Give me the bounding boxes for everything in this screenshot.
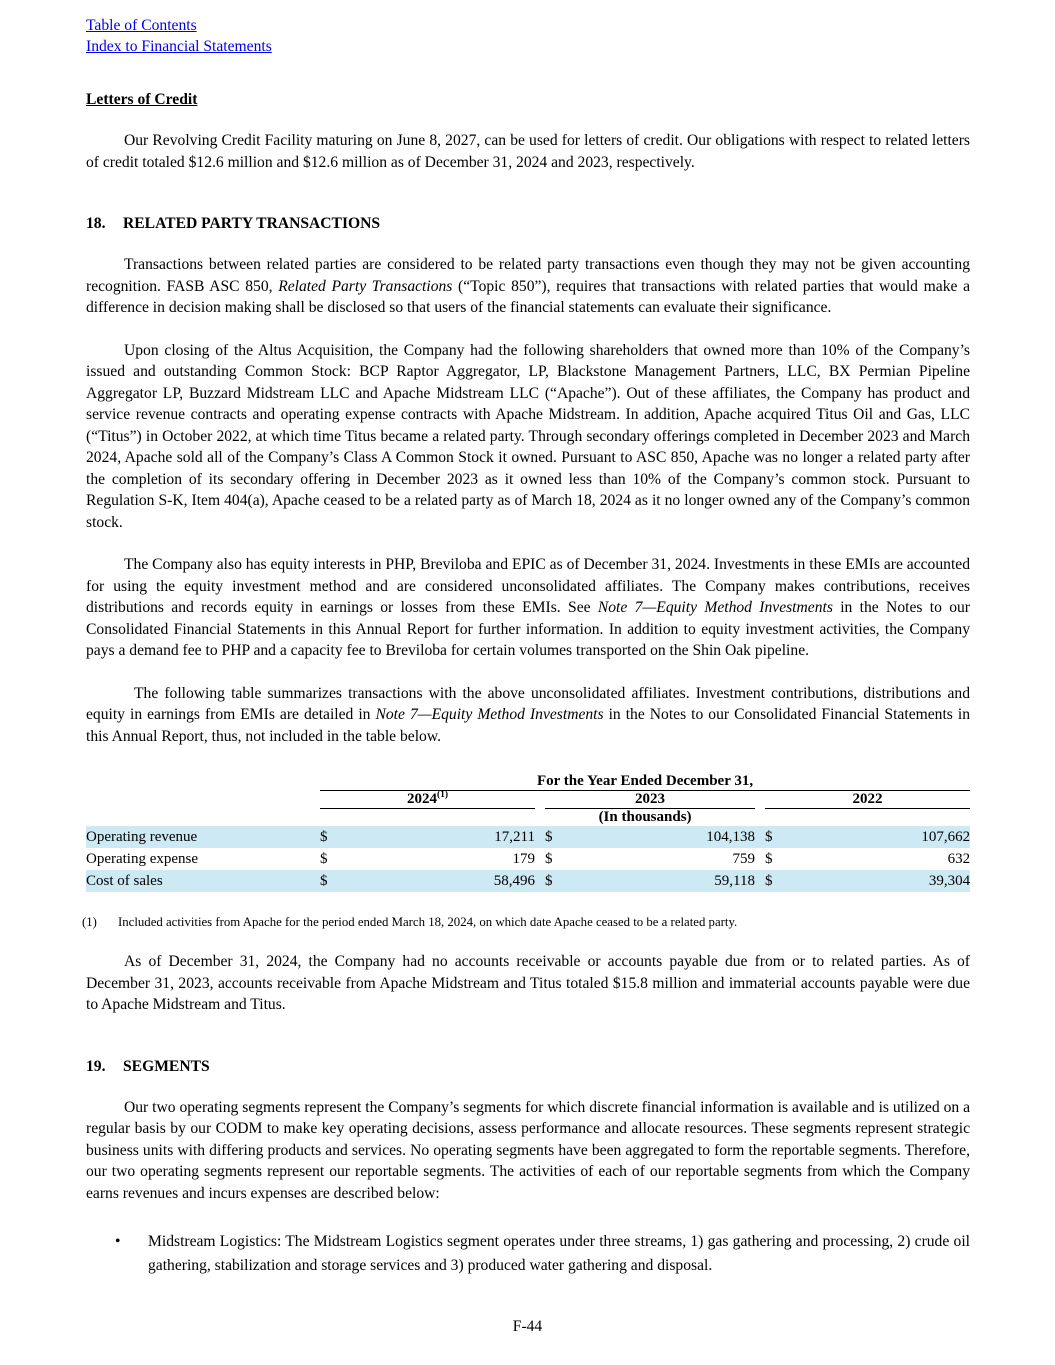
section-18-number: 18. <box>86 215 106 232</box>
paragraph-segments-overview: Our two operating segments represent the Company’s segments for which discrete financial information is available and is utilized on a regular basis by our CODM to make key operating decisions, assess performance and allocate resources. These segments represent strategic business units with differing products and services. No operating segments have been aggregated to form the reportable segments. Therefore, our two operating segments represent our reportable segments. The activities of each of our reportable segments from which the Company earns revenues and incurs expenses are described below: <box>86 1098 970 1202</box>
column-header-2024: 2024$^{(1)}$ <box>320 791 535 809</box>
row-label: Cost of sales <box>86 870 320 892</box>
currency-symbol: $ <box>765 870 785 892</box>
footnote-marker: (1) <box>82 915 97 929</box>
currency-symbol: $ <box>545 826 565 848</box>
text-run: The following table summarizes transactions with the above unconsolidated affiliates. Investment contributions, distributions and equity in earnings from EMIs are detailed in <box>86 684 970 723</box>
cell-value: 107,662 <box>785 826 970 848</box>
related-party-transactions-table <box>86 773 970 892</box>
table-units-row <box>86 809 970 827</box>
cell-value: 104,138 <box>565 826 755 848</box>
text-run: The Company also has equity interests in PHP, Breviloba and EPIC as of December 31, 2024. Investments in these EMIs are accounted for using the equity investment method and are considered unconsolidated affiliates. The Company makes contributions, receives distributions and records equity in earnings or losses from these EMIs. See <box>86 556 970 616</box>
bullet-marker: • <box>115 1233 121 1250</box>
page-number: F-44 <box>512 1318 543 1335</box>
column-header-2023: 2023 <box>545 791 755 809</box>
table-caption: For the Year Ended December 31, <box>320 773 970 791</box>
cell-value: 17,211 <box>340 826 535 848</box>
cell-value: 759 <box>732 850 755 867</box>
link-index-to-financial-statements[interactable]: Index to Financial Statements <box>86 38 272 55</box>
heading-letters-of-credit: Letters of Credit <box>86 91 198 108</box>
currency-symbol: $ <box>545 870 565 892</box>
section-18-title: RELATED PARTY TRANSACTIONS <box>123 215 381 232</box>
bullet-midstream-logistics <box>115 1230 970 1277</box>
footnote-reference: (1) <box>436 790 449 800</box>
table-row-operating-expense <box>86 848 970 870</box>
cell-value: 58,496 <box>340 870 535 892</box>
table-row-cost-of-sales <box>86 870 970 892</box>
bullet-text: Midstream Logistics: The Midstream Logistics segment operates under three streams, 1) gas gathering and processing, 2) crude oil gathering, stabilization and storage services and 3) produced water gathering and disposal. <box>148 1233 970 1274</box>
link-table-of-contents[interactable]: Table of Contents <box>86 17 197 34</box>
row-label: Operating revenue <box>86 826 320 848</box>
currency-symbol: $ <box>320 826 340 848</box>
table-units-label: (In thousands) <box>598 809 692 825</box>
paragraph-altus-acquisition: Upon closing of the Altus Acquisition, the Company had the following shareholders that owned more than 10% of the Company’s issued and outstanding Common Stock: BCP Raptor Aggregator, LP, Blackstone Management Partners, LLC, BX Permian Pipeline Aggregator LP, Buzzard Midstream LLC and Apache Midstream LLC (“Apache”). Out of these affiliates, the Company has product and service revenue contracts and operating expense contracts with Apache Midstream. In addition, Apache acquired Titus Oil and Gas, LLC (“Titus”) in October 2022, at which time Titus became a related party. Through secondary offerings completed in December 2023 and March 2024, Apache sold all of the Company’s Class A Common Stock it owned. Pursuant to ASC 850, Apache was no longer a related party after the completion of its secondary offering in December 2023 as it owned less than 10% of the Company’s common stock. Pursuant to Regulation S-K, Item 404(a), Apache ceased to be a related party as of March 18, 2024 as it no longer owned any of the Company’s common stock. <box>86 341 970 531</box>
table-caption-row <box>86 773 970 791</box>
table-footnote <box>78 914 970 930</box>
table-row-operating-revenue <box>86 826 970 848</box>
currency-symbol: $ <box>765 826 785 848</box>
row-label: Operating expense <box>86 850 199 867</box>
cell-value: 39,304 <box>785 870 970 892</box>
text-run-italic: Note 7—Equity Method Investments <box>597 599 833 616</box>
top-links <box>86 15 970 57</box>
currency-symbol: $ <box>320 850 328 867</box>
currency-symbol: $ <box>765 850 773 867</box>
text-run: in the Notes to our Consolidated Financial Statements in this Annual Report for further information. In addition to equity investment activities, the Company pays a demand fee to PHP and a capacity fee to Breviloba for certain volumes transported on the Shin Oak pipeline. <box>86 599 970 659</box>
cell-value: 59,118 <box>565 870 755 892</box>
text-run-italic: Note 7—Equity Method Investments <box>375 706 604 723</box>
table-year-header-row <box>86 791 970 809</box>
paragraph-related-party-definition <box>86 254 970 319</box>
column-header-2022: 2022 <box>765 791 970 809</box>
cell-value: 632 <box>947 850 971 867</box>
section-19-title: SEGMENTS <box>123 1057 210 1075</box>
currency-symbol: $ <box>545 850 553 867</box>
text-run-italic: Related Party Transactions <box>278 277 453 295</box>
paragraph-letters-of-credit: Our Revolving Credit Facility maturing on June 8, 2027, can be used for letters of credit. Our obligations with respect to related letters of credit totaled $12.6 million and $12.6 million as of December 31, 2024 and 2023, respectively. <box>86 132 970 171</box>
text-run: Transactions between related parties are considered to be related party transactions even though they may not be given accounting recognition. FASB ASC 850, <box>86 256 970 295</box>
section-19-number: 19. <box>86 1057 106 1075</box>
heading-section-19 <box>86 1058 970 1076</box>
footnote-text: Included activities from Apache for the period ended March 18, 2024, on which date Apache ceased to be a related party. <box>118 915 738 929</box>
cell-value: 179 <box>512 850 535 867</box>
text-run: (“Topic 850”), requires that transactions with related parties that would make a difference in decision making shall be disclosed so that users of the financial statements can evaluate their significance. <box>86 277 970 316</box>
paragraph-table-intro <box>86 683 970 748</box>
heading-section-18 <box>86 215 970 233</box>
text-run: in the Notes to our Consolidated Financial Statements in this Annual Report, thus, not included in the table below. <box>86 706 970 745</box>
paragraph-equity-interests <box>86 554 970 662</box>
currency-symbol: $ <box>320 870 340 892</box>
paragraph-accounts-receivable: As of December 31, 2024, the Company had no accounts receivable or accounts payable due from or to related parties. As of December 31, 2023, accounts receivable from Apache Midstream and Titus totaled $15.8 million and immaterial accounts payable were due to Apache Midstream and Titus. <box>86 953 970 1013</box>
